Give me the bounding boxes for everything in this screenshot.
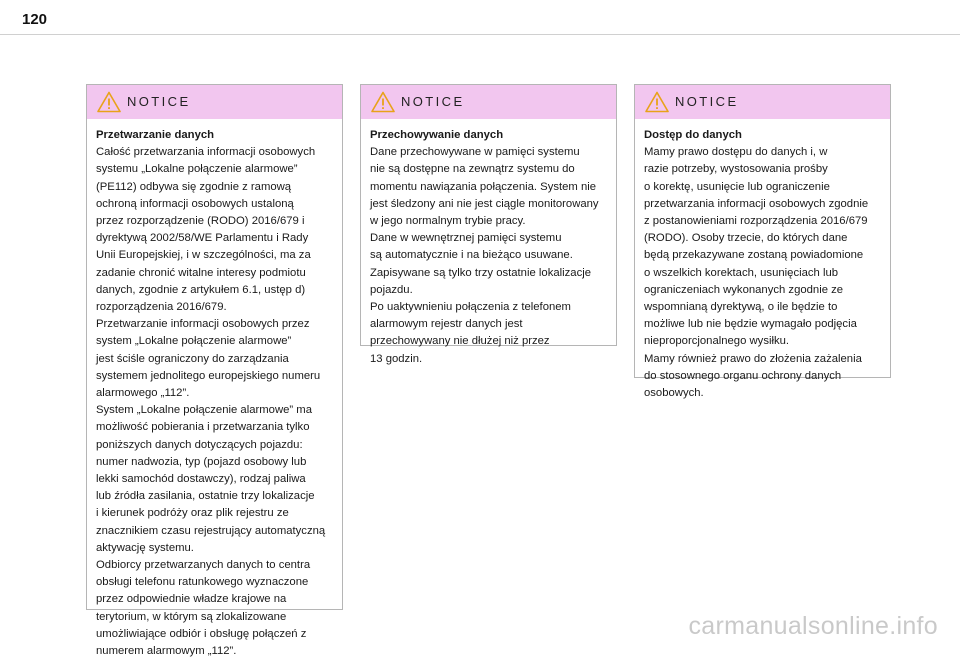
- notice-title: NOTICE: [675, 94, 739, 109]
- notice-box-data-storage: [360, 84, 617, 365]
- notice-body: [361, 119, 616, 377]
- notice-title: NOTICE: [127, 94, 191, 109]
- notice-subtitle: Przechowywanie danych: [370, 129, 504, 141]
- notice-subtitle: Dostęp do danych: [644, 129, 742, 141]
- notice-subtitle: Przetwarzanie danych: [96, 129, 215, 141]
- warning-triangle-icon: [371, 91, 395, 113]
- notice-text: Całość przetwarzania informacji osobowych systemu „Lokalne połączenie alarmowe” (PE112) odbywa się zgodnie z ramową ochroną informacji osobowych ustaloną przez rozporządzenie (RODO) 2016/679 i dyrektywą 2002/58/WE Parlamentu i Rady Unii Europejskiej, i w szczególności, ma za zadanie chronić witalne interesy podmiotu danych, zgodnie z artykułem 6.1, ustęp d) rozporządzenia 2016/679. Przetwarzanie informacji osobowych przez system „Lokalne połączenie alarmowe” jest ściśle ograniczony do zarządzania systemem jednolitego europejskiego numeru alarmowego „112”. System „Lokalne połączenie alarmowe” ma możliwość pobierania i przetwarzania tylko poniższych danych dotyczących pojazdu: numer nadwozia, typ (pojazd osobowy lub lekki samochód dostawczy), rodzaj paliwa lub źródła zasilania, ostatnie trzy lokalizacje i kierunek podróży oraz plik rejestru ze znacznikiem czasu rejestrujący automatyczną aktywację systemu. Odbiorcy przetwarzanych danych to centra obsługi telefonu ratunkowego wyznaczone przez odpowiednie władze krajowe na terytorium, w którym są zlokalizowane umożliwiające odbiór i obsługę połączeń z numerem alarmowym „112”.: [96, 146, 326, 658]
- notice-body: [87, 119, 342, 669]
- header-divider: [0, 34, 960, 35]
- notice-text: Dane przechowywane w pamięci systemu nie są dostępne na zewnątrz systemu do momentu nawiązania połączenia. System nie jest śledzony ani nie jest ciągle monitorowany w jego normalnym trybie pracy. Dane w wewnętrznej pamięci systemu są automatycznie i na bieżąco usuwane. Zapisywane są tylko trzy ostatnie lokalizacje pojazdu. Po uaktywnieniu połączenia z telefonem alarmowym rejestr danych jest przechowywany nie dłużej niż przez 13 godzin.: [370, 146, 599, 365]
- notice-box-data-processing: [86, 84, 343, 658]
- notice-title: NOTICE: [401, 94, 465, 109]
- notice-header: [635, 85, 890, 119]
- warning-triangle-icon: [97, 91, 121, 113]
- watermark: carmanualsonline.info: [688, 612, 938, 640]
- notice-body: [635, 119, 890, 411]
- notice-box-data-access: [634, 84, 891, 400]
- notice-header: [361, 85, 616, 119]
- notice-text: Mamy prawo dostępu do danych i, w razie potrzeby, wystosowania prośby o korektę, usunięcie lub ograniczenie przetwarzania informacji osobowych zgodnie z postanowieniami rozporządzenia 2016/679 (RODO). Osoby trzecie, do których dane będą przekazywane zostaną powiadomione o wszelkich korektach, usunięciach lub ograniczeniach wykonanych zgodnie ze wspomnianą dyrektywą, o ile będzie to możliwe lub nie będzie wymagało podjęcia nieproporcjonalnego wysiłku. Mamy również prawo do złożenia zażalenia do stosownego organu ochrony danych osobowych.: [644, 146, 869, 400]
- page-number: 120: [22, 11, 48, 28]
- warning-triangle-icon: [645, 91, 669, 113]
- notice-header: [87, 85, 342, 119]
